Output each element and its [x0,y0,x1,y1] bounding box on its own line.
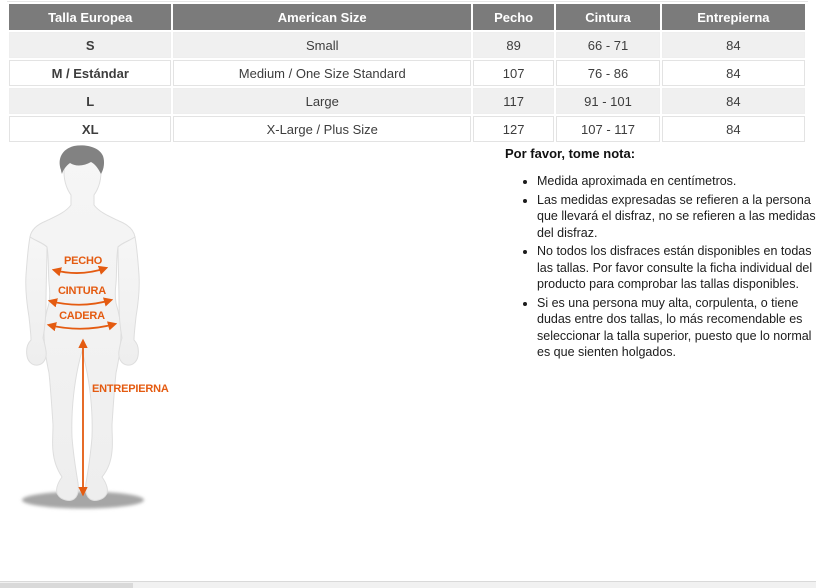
note-item-cm: • Medida aproximada en centímetros. [537,173,816,190]
cell-inseam: 84 [662,32,805,58]
table-row-xl [9,116,805,142]
cell-inseam: 84 [662,60,805,86]
cell-chest: 127 [473,116,554,142]
body-silhouette-figure [0,143,175,521]
cell-size: L [9,88,171,114]
hip-measure-label: CADERA [59,310,105,322]
cell-waist: 91 - 101 [556,88,660,114]
note-item-availability: • No todos los disfraces están disponibles en todas las tallas. Por favor consulte la ficha individual del producto para comprobar las tallas disponibles. [537,243,816,293]
cell-waist: 76 - 86 [556,60,660,86]
cell-inseam: 84 [662,88,805,114]
notes-section [505,146,816,363]
body-measurement-diagram [0,143,175,521]
cell-inseam: 84 [662,116,805,142]
cell-american-size: X-Large / Plus Size [173,116,471,142]
table-row-m [9,60,805,86]
notes-title: Por favor, tome nota: [505,146,636,161]
cell-size: S [9,32,171,58]
floor-shadow [22,492,144,509]
size-table-header-row [9,4,805,30]
column-header-european-size: Talla Europea [9,4,171,30]
cell-chest: 117 [473,88,554,114]
right-arm-shape [118,237,139,365]
cell-american-size: Large [173,88,471,114]
cell-waist: 107 - 117 [556,116,660,142]
horizontal-scrollbar[interactable] [0,581,816,588]
column-header-american-size: American Size [173,4,471,30]
horizontal-scrollbar-thumb[interactable] [0,583,133,588]
table-row-s [9,32,805,58]
size-table [7,2,807,144]
cell-waist: 66 - 71 [556,32,660,58]
table-row-l [9,88,805,114]
cell-chest: 107 [473,60,554,86]
column-header-waist: Cintura [556,4,660,30]
chest-measure-label: PECHO [63,255,103,267]
column-header-inseam: Entrepierna [662,4,805,30]
column-header-chest: Pecho [473,4,554,30]
cell-chest: 89 [473,32,554,58]
note-item-size-up: • Si es una persona muy alta, corpulenta, o tiene dudas entre dos tallas, lo más recomendable es seleccionar la talla superior, puesto que lo normal es que sienten holgados. [537,295,816,361]
note-item-person-measures: • Las medidas expresadas se refieren a la persona que llevará el disfraz, no se refieren a las medidas del disfraz. [537,192,816,242]
size-table-container [7,1,808,144]
waist-measure-label: CINTURA [57,285,107,297]
cell-size: XL [9,116,171,142]
cell-american-size: Medium / One Size Standard [173,60,471,86]
cell-american-size: Small [173,32,471,58]
inseam-measure-label: ENTREPIERNA [92,383,169,395]
cell-size: M / Estándar [9,60,171,86]
left-arm-shape [26,237,47,365]
notes-list [505,173,816,361]
